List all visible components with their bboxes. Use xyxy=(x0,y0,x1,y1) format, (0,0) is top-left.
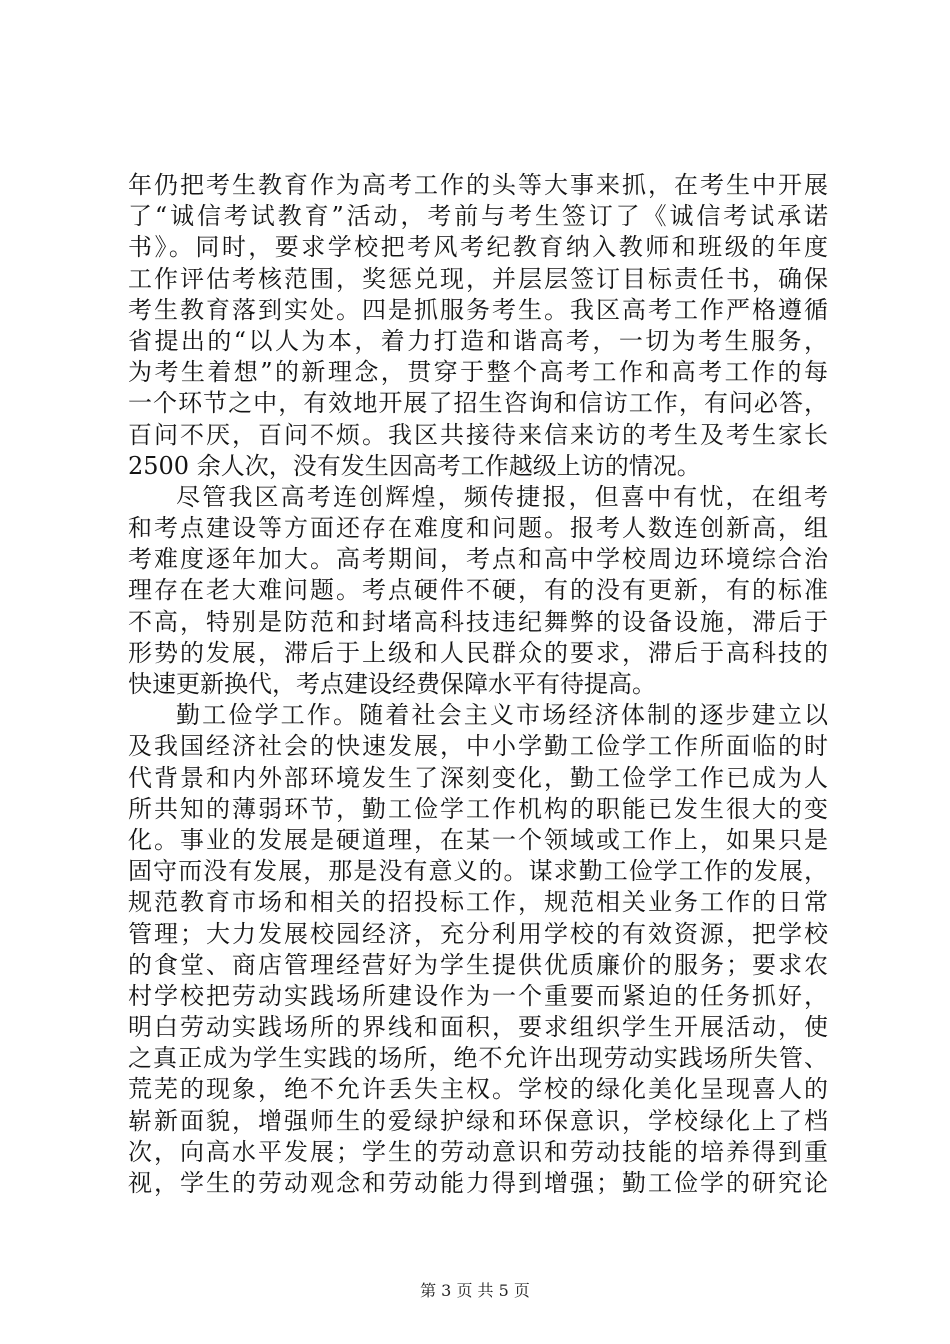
text-line: 崭新面貌，增强师生的爱绿护绿和环保意识，学校绿化上了档 xyxy=(128,1106,828,1135)
text-line: 管理；大力发展校园经济，充分利用学校的有效资源，把学校 xyxy=(128,919,828,948)
text-line: 为考生着想”的新理念，贯穿于整个高考工作和高考工作的每 xyxy=(128,358,828,387)
text-line: 之真正成为学生实践的场所，绝不允许出现劳动实践场所失管、 xyxy=(128,1044,828,1073)
text-line: 所共知的薄弱环节，勤工俭学工作机构的职能已发生很大的变 xyxy=(128,794,828,823)
text-line: 勤工俭学工作。随着社会主义市场经济体制的逐步建立以 xyxy=(176,701,828,730)
text-line: 明白劳动实践场所的界线和面积，要求组织学生开展活动，使 xyxy=(128,1013,828,1042)
text-line: 百问不厌，百问不烦。我区共接待来信来访的考生及考生家长 xyxy=(128,420,828,449)
text-line: 省提出的“以人为本，着力打造和谐高考，一切为考生服务， xyxy=(128,326,828,355)
text-line: 规范教育市场和相关的招投标工作，规范相关业务工作的日常 xyxy=(128,888,828,917)
text-line: 考难度逐年加大。高考期间，考点和高中学校周边环境综合治 xyxy=(128,545,828,574)
text-line: 化。事业的发展是硬道理，在某一个领域或工作上，如果只是 xyxy=(128,825,828,854)
text-line: 视，学生的劳动观念和劳动能力得到增强；勤工俭学的研究论 xyxy=(128,1169,828,1197)
body-text xyxy=(128,170,828,1199)
page-footer xyxy=(0,1281,950,1301)
text-line: 不高，特别是防范和封堵高科技违纪舞弊的设备设施，滞后于 xyxy=(128,607,828,636)
text-line: 书》。同时，要求学校把考风考纪教育纳入教师和班级的年度 xyxy=(128,233,828,262)
text-line: 理存在老大难问题。考点硬件不硬，有的没有更新，有的标准 xyxy=(128,576,828,605)
text-line: 尽管我区高考连创辉煌，频传捷报，但喜中有忧，在组考 xyxy=(176,482,828,511)
text-line: 2500 余人次，没有发生因高考工作越级上访的情况。 xyxy=(128,451,701,480)
text-line: 快速更新换代，考点建设经费保障水平有待提高。 xyxy=(128,670,656,698)
text-line: 代背景和内外部环境发生了深刻变化，勤工俭学工作已成为人 xyxy=(128,763,828,792)
page-number: 第 3 页 共 5 页 xyxy=(420,1281,530,1300)
text-line: 村学校把劳动实践场所建设作为一个重要而紧迫的任务抓好， xyxy=(128,981,828,1010)
text-line: 了“诚信考试教育”活动，考前与考生签订了《诚信考试承诺 xyxy=(128,202,828,231)
text-line: 一个环节之中，有效地开展了招生咨询和信访工作，有问必答， xyxy=(128,389,828,418)
text-line: 工作评估考核范围，奖惩兑现，并层层签订目标责任书，确保 xyxy=(128,264,828,293)
text-line: 次，向高水平发展；学生的劳动意识和劳动技能的培养得到重 xyxy=(128,1137,828,1166)
text-line: 和考点建设等方面还存在难度和问题。报考人数连创新高，组 xyxy=(128,514,828,543)
text-line: 年仍把考生教育作为高考工作的头等大事来抓，在考生中开展 xyxy=(128,171,828,199)
text-line: 及我国经济社会的快速发展，中小学勤工俭学工作所面临的时 xyxy=(128,732,828,761)
text-line: 的食堂、商店管理经营好为学生提供优质廉价的服务；要求农 xyxy=(128,950,828,979)
text-line: 形势的发展，滞后于上级和人民群众的要求，滞后于高科技的 xyxy=(128,638,828,667)
text-line: 固守而没有发展，那是没有意义的。谋求勤工俭学工作的发展， xyxy=(128,857,828,886)
text-line: 荒芜的现象，绝不允许丢失主权。学校的绿化美化呈现喜人的 xyxy=(128,1075,828,1104)
text-line: 考生教育落到实处。四是抓服务考生。我区高考工作严格遵循 xyxy=(128,295,828,324)
